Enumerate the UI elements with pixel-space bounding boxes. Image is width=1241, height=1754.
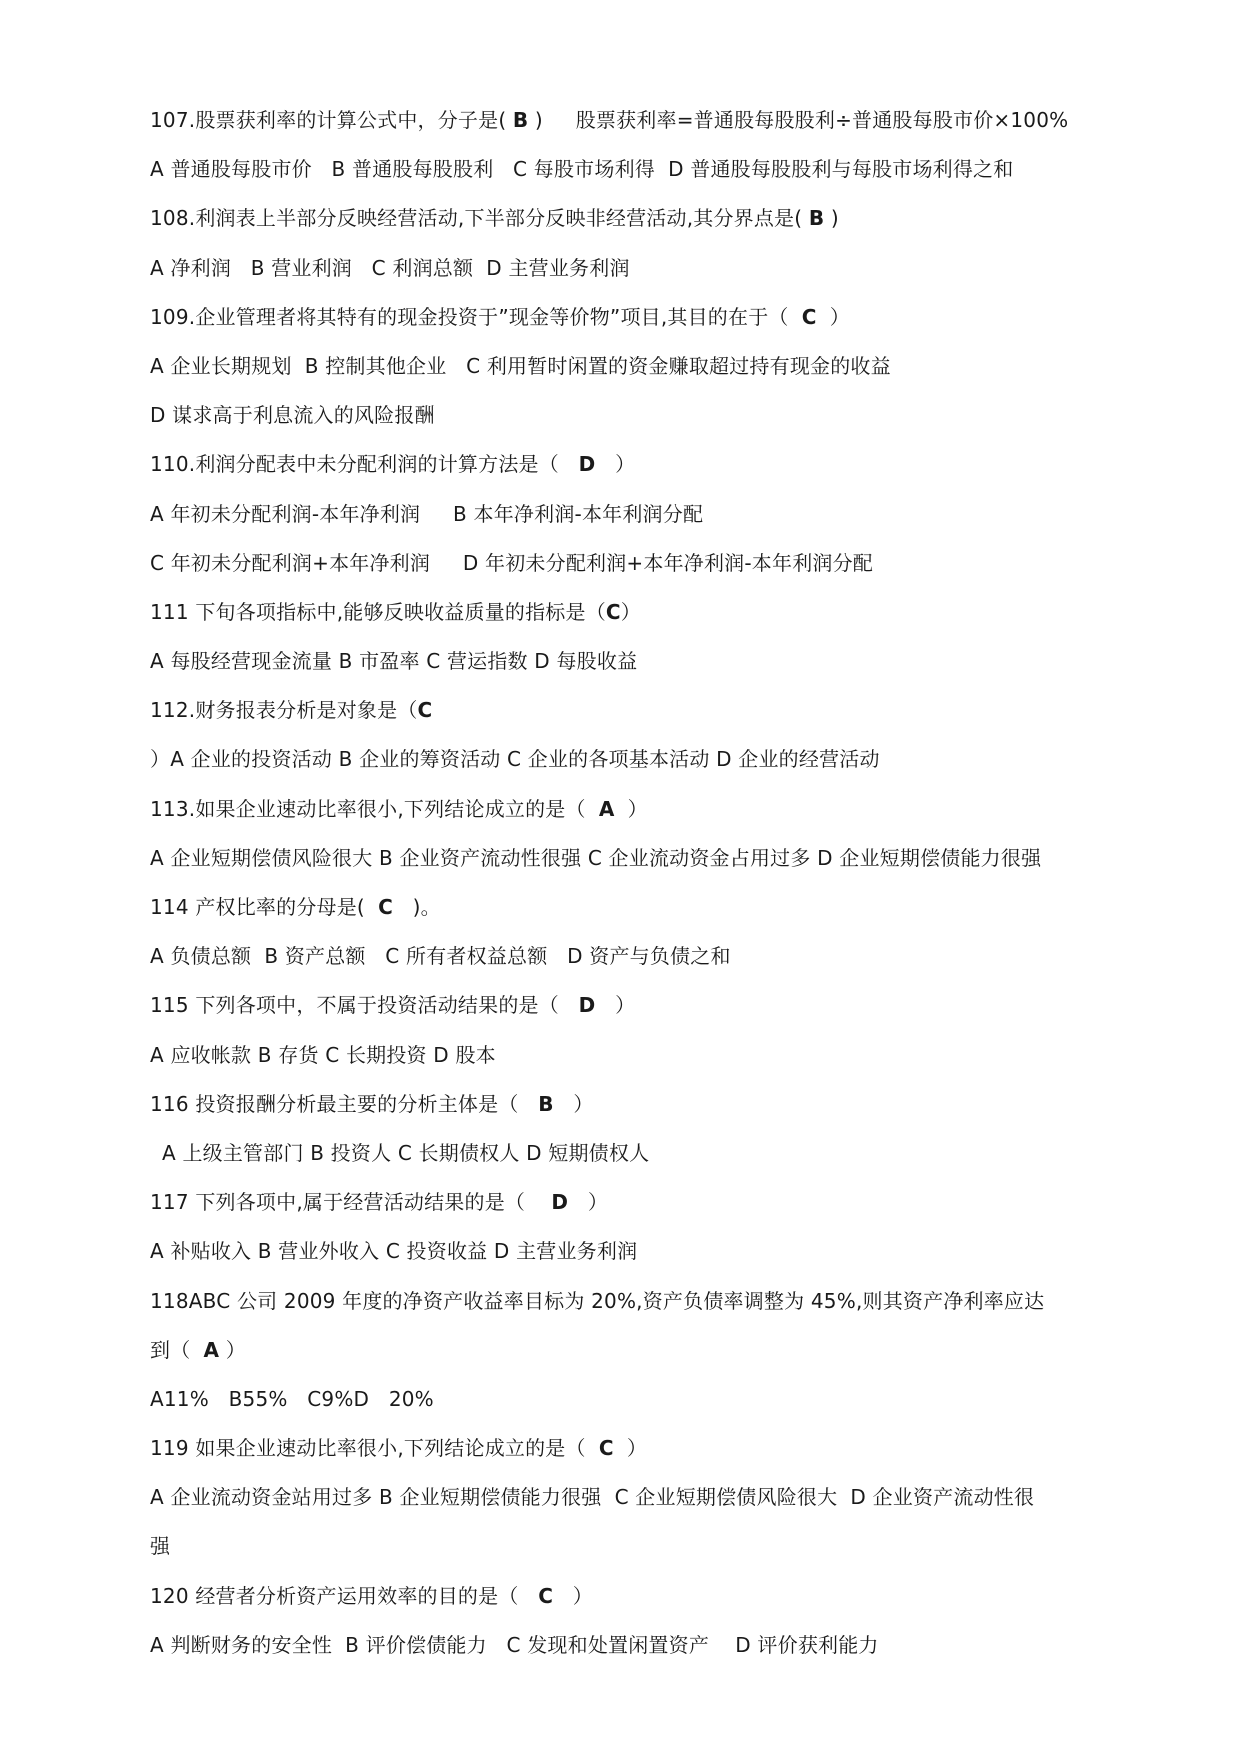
text-line	[150, 1526, 1110, 1575]
line-text: 112.财务报表分析是对象是（	[150, 698, 418, 723]
text-line	[150, 1428, 1110, 1477]
line-text: 109.企业管理者将其特有的现金投资于”现金等价物”项目,其目的在于（	[150, 304, 802, 329]
answer-letter: C	[538, 1583, 554, 1608]
text-line	[150, 1625, 1110, 1674]
line-text: A 应收帐款 B 存货 C 长期投资 D 股本	[150, 1042, 496, 1067]
text-line	[150, 592, 1110, 641]
text-line	[150, 395, 1110, 444]
question-list	[150, 100, 1110, 1674]
line-text: 110.利润分配表中未分配利润的计算方法是（	[150, 452, 579, 477]
text-line	[150, 641, 1110, 690]
line-text: A 企业短期偿债风险很大 B 企业资产流动性很强 C 企业流动资金占用过多 D 企业短期偿债能力很强	[150, 845, 1042, 870]
text-line	[150, 1133, 1110, 1182]
line-text: A 企业长期规划 B 控制其他企业 C 利用暂时闲置的资金赚取超过持有现金的收益	[150, 353, 891, 378]
line-text-suffix: ）	[553, 1583, 593, 1608]
text-line	[150, 1231, 1110, 1280]
text-line	[150, 887, 1110, 936]
line-text: D 谋求高于利息流入的风险报酬	[150, 403, 435, 428]
text-line	[150, 494, 1110, 543]
text-line	[150, 838, 1110, 887]
line-text: C 年初未分配利润+本年净利润 D 年初未分配利润+本年净利润-本年利润分配	[150, 550, 873, 575]
line-text: A 判断财务的安全性 B 评价偿债能力 C 发现和处置闲置资产 D 评价获利能力	[150, 1632, 879, 1657]
line-text: 115 下列各项中，不属于投资活动结果的是（	[150, 993, 579, 1018]
line-text-suffix: ）	[613, 1436, 648, 1461]
line-text: 118ABC 公司 2009 年度的净资产收益率目标为 20%,资产负债率调整为 45%,则其资产净利率应达	[150, 1288, 1045, 1313]
line-text-suffix: )。	[392, 895, 441, 919]
line-text: 113.如果企业速动比率很小,下列结论成立的是（	[150, 796, 599, 821]
answer-letter: D	[578, 452, 596, 477]
text-line	[150, 297, 1110, 346]
text-line	[150, 1477, 1110, 1526]
text-line	[150, 936, 1110, 985]
text-line	[150, 1576, 1110, 1625]
text-line	[150, 690, 1110, 739]
line-text-suffix: ）	[816, 304, 850, 329]
line-text: A 企业流动资金站用过多 B 企业短期偿债能力很强 C 企业短期偿债风险很大 D 企业资产流动性很	[150, 1485, 1035, 1510]
line-text: A 年初未分配利润-本年净利润 B 本年净利润-本年利润分配	[150, 501, 704, 526]
line-text-suffix: ）	[553, 1091, 594, 1116]
text-line	[150, 1084, 1110, 1133]
line-text: 117 下列各项中,属于经营活动结果的是（	[150, 1190, 552, 1215]
line-text: 107.股票获利率的计算公式中，分子是(	[150, 108, 513, 132]
answer-letter: B	[512, 108, 529, 132]
answer-letter: A	[203, 1337, 220, 1362]
line-text-suffix: ）	[620, 599, 641, 624]
text-line	[150, 1281, 1110, 1330]
answer-letter: A	[598, 796, 615, 821]
line-text-suffix: )	[824, 206, 839, 231]
text-line	[150, 985, 1110, 1034]
line-text: A11% B55% C9%D 20%	[150, 1386, 434, 1411]
line-text: 108.利润表上半部分反映经营活动,下半部分反映非经营活动,其分界点是(	[150, 206, 809, 231]
line-text: ）A 企业的投资活动 B 企业的筹资活动 C 企业的各项基本活动 D 企业的经营活动	[150, 747, 880, 772]
answer-letter: C	[417, 698, 433, 723]
text-line	[150, 100, 1110, 149]
line-text: 116 投资报酬分析最主要的分析主体是（	[150, 1091, 539, 1116]
answer-letter: D	[551, 1190, 569, 1215]
line-text: 119 如果企业速动比率很小,下列结论成立的是（	[150, 1436, 599, 1461]
line-text-suffix: ）	[595, 452, 636, 477]
text-line	[150, 444, 1110, 493]
line-text-suffix: ）	[595, 993, 636, 1018]
answer-letter: B	[538, 1091, 554, 1116]
line-text-suffix: ）	[219, 1337, 246, 1362]
line-text: A 负债总额 B 资产总额 C 所有者权益总额 D 资产与负债之和	[150, 944, 731, 969]
text-line	[150, 149, 1110, 198]
text-line	[150, 1379, 1110, 1428]
text-line	[150, 1182, 1110, 1231]
answer-letter: C	[605, 599, 621, 624]
text-line	[150, 198, 1110, 247]
text-line	[150, 346, 1110, 395]
line-text-suffix: ）	[614, 796, 648, 821]
answer-letter: C	[598, 1436, 614, 1461]
line-text: A 净利润 B 营业利润 C 利润总额 D 主营业务利润	[150, 255, 630, 280]
text-line	[150, 1035, 1110, 1084]
text-line	[150, 789, 1110, 838]
line-text: A 普通股每股市价 B 普通股每股股利 C 每股市场利得 D 普通股每股股利与每股市场利得之和	[150, 157, 1014, 182]
text-line	[150, 739, 1110, 788]
answer-letter: C	[801, 304, 817, 329]
answer-letter: B	[808, 206, 825, 231]
line-text: 120 经营者分析资产运用效率的目的是（	[150, 1583, 539, 1608]
text-line	[150, 1330, 1110, 1379]
answer-letter: D	[578, 993, 596, 1018]
line-text: A 上级主管部门 B 投资人 C 长期债权人 D 短期债权人	[162, 1140, 650, 1165]
line-text: 111 下旬各项指标中,能够反映收益质量的指标是（	[150, 599, 606, 624]
line-text: 114 产权比率的分母是(	[150, 895, 379, 919]
line-text: A 每股经营现金流量 B 市盈率 C 营运指数 D 每股收益	[150, 649, 638, 674]
text-line	[150, 543, 1110, 592]
answer-letter: C	[378, 895, 393, 919]
line-text: 到（	[150, 1337, 204, 1362]
text-line	[150, 248, 1110, 297]
line-text-suffix: ）	[568, 1190, 609, 1215]
line-text-suffix: ) 股票获利率=普通股每股股利÷普通股每股市价×100%	[528, 108, 1069, 132]
line-text: A 补贴收入 B 营业外收入 C 投资收益 D 主营业务利润	[150, 1239, 638, 1264]
line-text: 强	[150, 1534, 171, 1559]
